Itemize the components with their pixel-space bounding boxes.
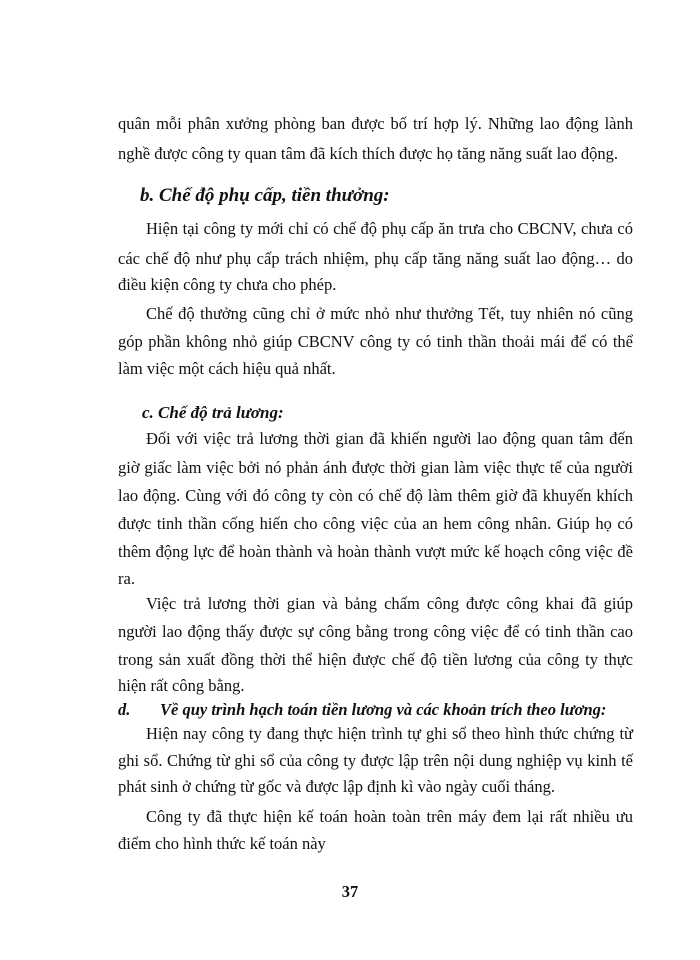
section-c-p1-line-3: lao động. Cùng với đó công ty còn có chế độ làm thêm giờ đã khuyến khích: [118, 486, 633, 505]
section-c-p2-line-3: trong sản xuất đồng thời thể hiện được chế độ tiền lương của công ty thực: [118, 650, 633, 669]
section-c-p2-line-4: hiện rất công bằng.: [118, 676, 245, 695]
section-c-p1-line-1: Đối với việc trả lương thời gian đã khiến người lao động quan tâm đến: [146, 429, 633, 448]
section-b-p2-line-1: Chế độ thưởng cũng chỉ ở mức nhỏ như thưởng Tết, tuy nhiên nó cũng: [146, 304, 633, 323]
section-d-p2-line-1: Công ty đã thực hiện kế toán hoàn toàn trên máy đem lại rất nhiều ưu: [146, 807, 633, 826]
section-d-p1-line-2: ghi sổ. Chứng từ ghi sổ của công ty được lập trên nội dung nghiệp vụ kinh tế: [118, 751, 633, 770]
section-d-p1-line-1: Hiện nay công ty đang thực hiện trình tự ghi sổ theo hình thức chứng từ: [146, 724, 633, 743]
section-c-p1-line-6: ra.: [118, 569, 135, 588]
section-d-p2-line-2: điểm cho hình thức kế toán này: [118, 834, 326, 853]
section-d-title: Về quy trình hạch toán tiền lương và các khoản trích theo lương:: [160, 700, 607, 719]
intro-line-1: quân mỗi phân xưởng phòng ban được bố trí hợp lý. Những lao động lành: [118, 114, 633, 133]
section-c-p1-line-5: thêm động lực để hoàn thành và hoàn thành vượt mức kế hoạch công việc đề: [118, 542, 633, 561]
section-b-p2-line-3: làm việc một cách hiệu quả nhất.: [118, 359, 336, 378]
section-c-p1-line-4: được tinh thần cống hiến cho công việc của an hem công nhân. Giúp họ có: [118, 514, 633, 533]
section-d-p1-line-3: phát sinh ở chứng từ gốc và được lập định kì vào ngày cuối tháng.: [118, 777, 555, 796]
section-c-p2-line-1: Việc trả lương thời gian và bảng chấm công được công khai đã giúp: [146, 594, 633, 613]
section-c-heading: c. Chế độ trả lương:: [142, 403, 284, 422]
intro-line-2: nghề được công ty quan tâm đã kích thích được họ tăng năng suất lao động.: [118, 144, 618, 163]
section-d-label: d.: [118, 700, 131, 719]
section-b-p1-line-2: các chế độ như phụ cấp trách nhiệm, phụ cấp tăng năng suất lao động… do: [118, 249, 633, 268]
section-c-p1-line-2: giờ giấc làm việc bởi nó phản ánh được thời gian làm việc thực tế của người: [118, 458, 633, 477]
section-b-p2-line-2: góp phần không nhỏ giúp CBCNV công ty có tinh thần thoải mái để có thể: [118, 332, 633, 351]
section-b-heading: b. Chế độ phụ cấp, tiền thưởng:: [140, 185, 390, 206]
section-c-p2-line-2: người lao động thấy được sự công bằng trong công việc để có tinh thần cao: [118, 622, 633, 641]
section-b-p1-line-3: điều kiện công ty chưa cho phép.: [118, 275, 337, 294]
section-b-p1-line-1: Hiện tại công ty mới chỉ có chế độ phụ cấp ăn trưa cho CBCNV, chưa có: [146, 219, 633, 238]
page-number: 37: [341, 882, 359, 901]
